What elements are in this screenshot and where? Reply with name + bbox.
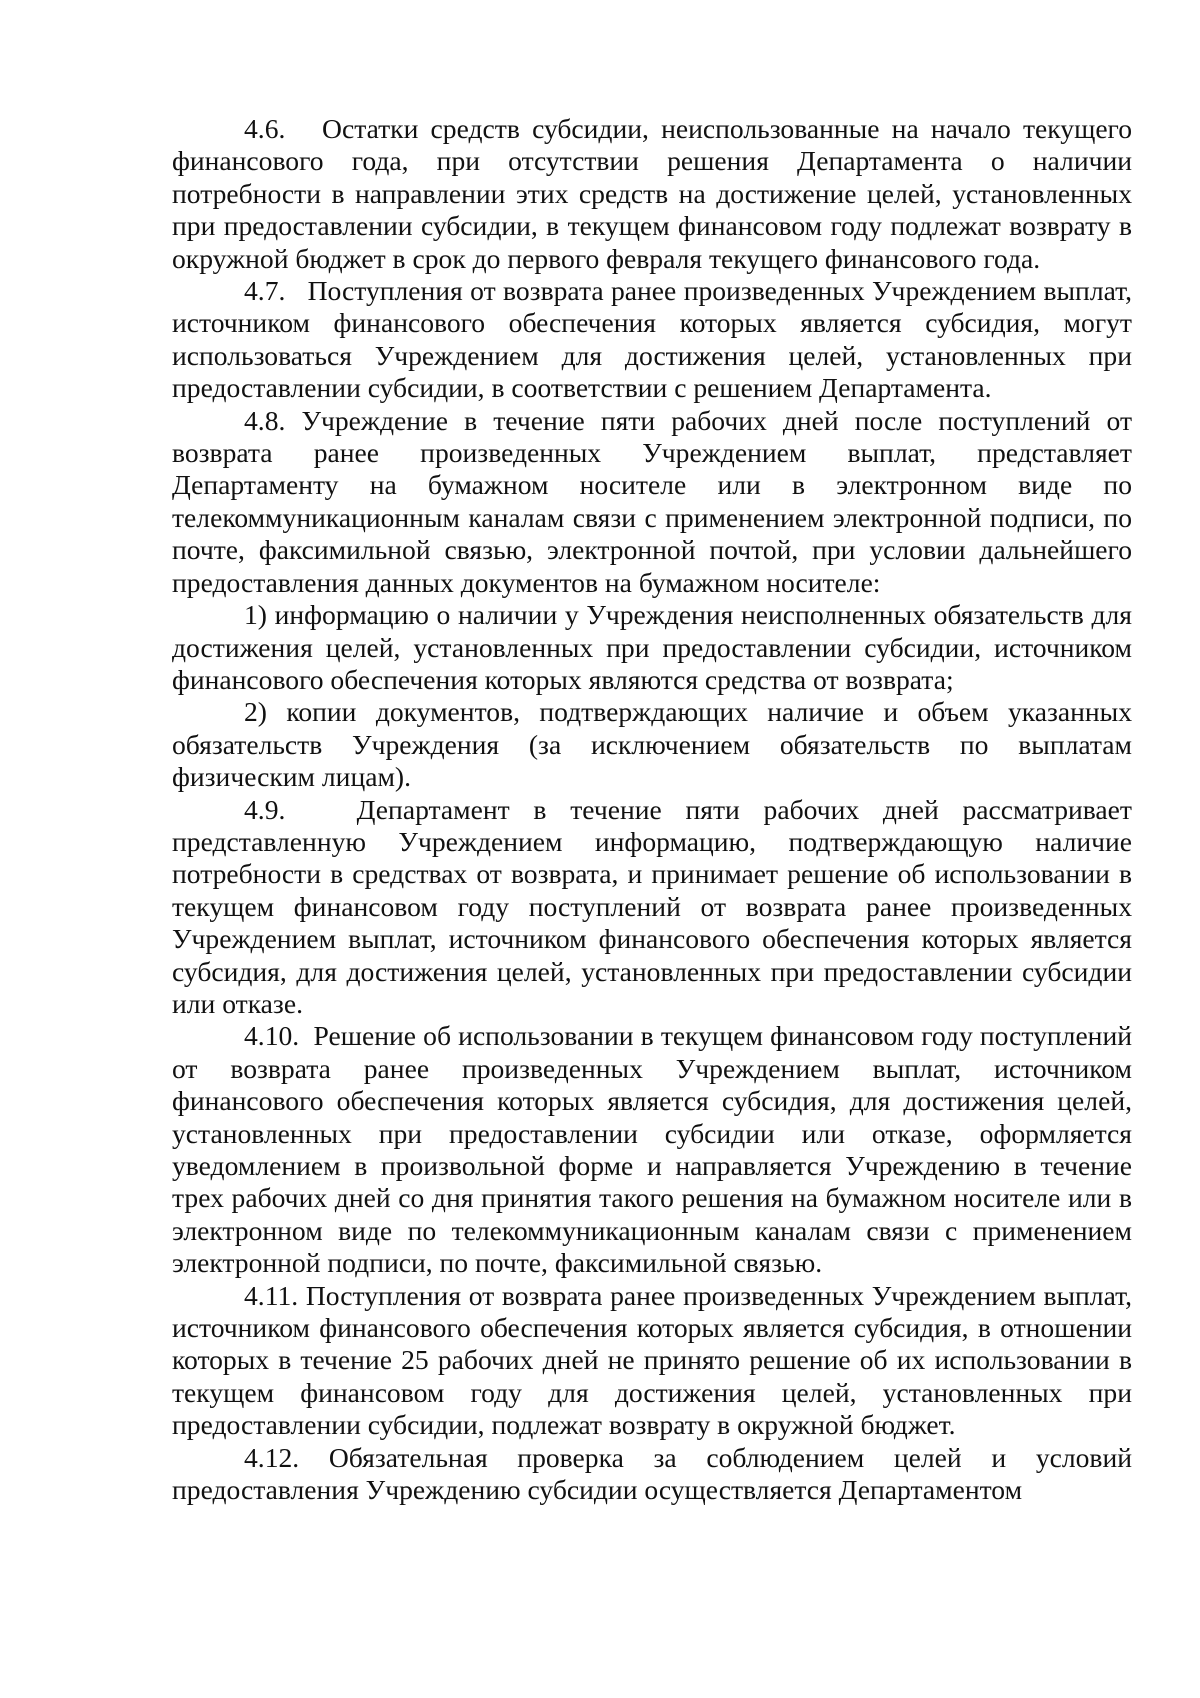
paragraph-4-9: 4.9. Департамент в течение пяти рабочих дней рассматривает представленную Учреждением информацию, подтверждающую наличие потребности в средствах от возврата, и принимает решение об использовании в текущем финансовом году поступлений от возврата ранее произведенных Учреждением выплат, источником финансового обеспечения которых является субсидия, для достижения целей, установленных при предоставлении субсидии или отказе. — [172, 793, 1132, 1019]
paragraph-4-8-item-1: 1) информацию о наличии у Учреждения неисполненных обязательств для достижения целей, установленных при предоставлении субсидии, источником финансового обеспечения которых являются средства от возврата; — [172, 599, 1132, 695]
paragraph-4-12: 4.12. Обязательная проверка за соблюдением целей и условий предоставления Учреждению субсидии осуществляется Департаментом — [172, 1441, 1132, 1506]
paragraph-4-10: 4.10. Решение об использовании в текущем финансовом году поступлений от возврата ранее произведенных Учреждением выплат, источником финансового обеспечения которых является субсидия, для достижения целей, установленных при предоставлении субсидии или отказе, оформляется уведомлением в произвольной форме и направляется Учреждению в течение трех рабочих дней со дня принятия такого решения на бумажном носителе или в электронном виде по телекоммуникационным каналам связи с применением электронной подписи, по почте, факсимильной связью. — [172, 1020, 1132, 1279]
paragraph-4-7: 4.7. Поступления от возврата ранее произведенных Учреждением выплат, источником финансового обеспечения которых является субсидия, могут использоваться Учреждением для достижения целей, установленных при предоставлении субсидии, в соответствии с решением Департамента. — [172, 275, 1132, 404]
document-body — [172, 113, 1132, 1506]
paragraph-4-6: 4.6. Остатки средств субсидии, неиспользованные на начало текущего финансового года, при отсутствии решения Департамента о наличии потребности в направлении этих средств на достижение целей, установленных при предоставлении субсидии, в текущем финансовом году подлежат возврату в окружной бюджет в срок до первого февраля текущего финансового года. — [172, 113, 1132, 274]
paragraph-4-8-item-2: 2) копии документов, подтверждающих наличие и объем указанных обязательств Учреждения (за исключением обязательств по выплатам физическим лицам). — [172, 696, 1132, 793]
paragraph-4-8: 4.8. Учреждение в течение пяти рабочих дней после поступлений от возврата ранее произведенных Учреждением выплат, представляет Департаменту на бумажном носителе или в электронном виде по телекоммуникационным каналам связи с применением электронной подписи, по почте, факсимильной связью, электронной почтой, при условии дальнейшего предоставления данных документов на бумажном носителе: — [172, 404, 1132, 598]
paragraph-4-11: 4.11. Поступления от возврата ранее произведенных Учреждением выплат, источником финансового обеспечения которых является субсидия, в отношении которых в течение 25 рабочих дней не принято решение об их использовании в текущем финансовом году для достижения целей, установленных при предоставлении субсидии, подлежат возврату в окружной бюджет. — [172, 1279, 1132, 1441]
